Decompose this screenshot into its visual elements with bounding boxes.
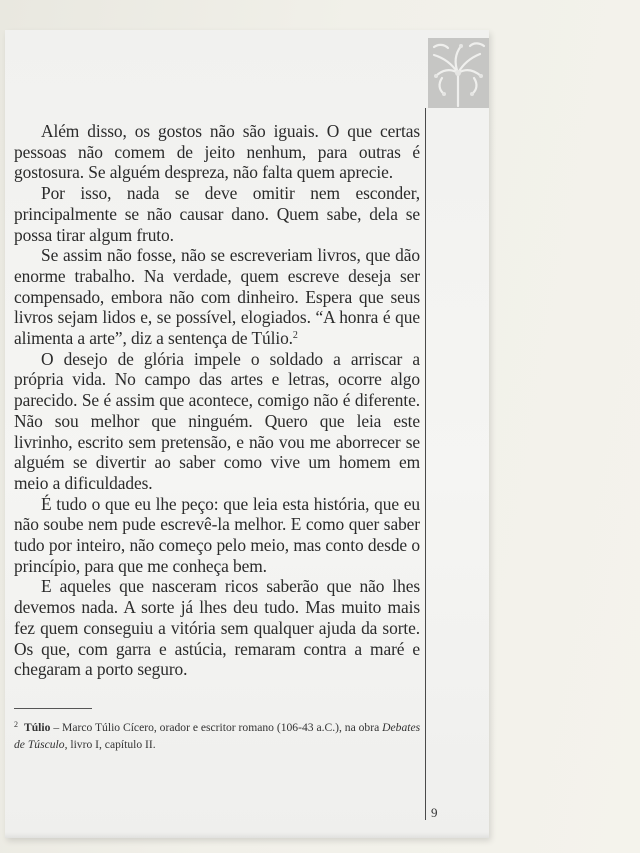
paragraph	[14, 245, 420, 349]
footnote-divider	[14, 708, 92, 709]
paragraph-text: Se assim não fosse, não se escreveriam livros, que dão enorme trabalho. Na verdade, quem escreve deseja ser compensado, embora não com dinheiro. Espera que seus livros sejam lidos e, se possível, elogiados. “A honra é que alimenta a arte”, diz a sentença de Túlio.	[14, 245, 420, 349]
footnote	[14, 716, 424, 753]
margin-rule	[425, 108, 426, 820]
footnote-text: Marco Túlio Cícero, orador e escritor romano (106-43 a.C.), na obra	[62, 721, 383, 734]
footnote-dash: –	[50, 721, 63, 734]
paragraph: É tudo o que eu lhe peço: que leia esta história, que eu não soube nem pude escrevê-la melhor. E como quer saber tudo por inteiro, não começo pelo meio, mas conto desde o princípio, para que me conheça bem.	[14, 493, 420, 576]
footnote-term: Túlio	[24, 721, 51, 734]
page-number: 9	[431, 805, 438, 820]
paragraph: Além disso, os gostos não são iguais. O que certas pessoas não comem de jeito nenhum, para outras é gostosura. Se alguém despreza, não falta quem aprecie.	[14, 121, 420, 183]
book-page	[5, 30, 489, 838]
page-edge-shadow	[5, 832, 489, 838]
body-text	[14, 121, 420, 680]
footnote-number: 2	[14, 720, 18, 729]
footnote-work-title: Debates de Túsculo	[14, 721, 421, 751]
paragraph: O desejo de glória impele o soldado a arriscar a própria vida. No campo das artes e letras, ocorre algo parecido. Se é assim que acontece, comigo não é diferente. Não sou melhor que ninguém. Quero que leia este livrinho, escrito sem pretensão, e não vou me aborrecer se alguém se divertir ao saber como vive um homem em meio a dificuldades.	[14, 348, 420, 493]
paragraph: Por isso, nada se deve omitir nem esconder, principalmente se não causar dano. Quem sabe, dela se possa tirar algum fruto.	[14, 183, 420, 245]
ornament-leaf-icon	[428, 38, 489, 108]
footnote-text-end: , livro I, capítulo II.	[64, 738, 156, 751]
footnote-marker: 2	[292, 330, 298, 342]
paragraph: E aqueles que nasceram ricos saberão que não lhes devemos nada. A sorte já lhes deu tudo. Mas muito mais fez quem conseguiu a vitória sem qualquer ajuda da sorte. Os que, com garra e astúcia, remaram contra a maré e chegaram a porto seguro.	[14, 576, 420, 680]
